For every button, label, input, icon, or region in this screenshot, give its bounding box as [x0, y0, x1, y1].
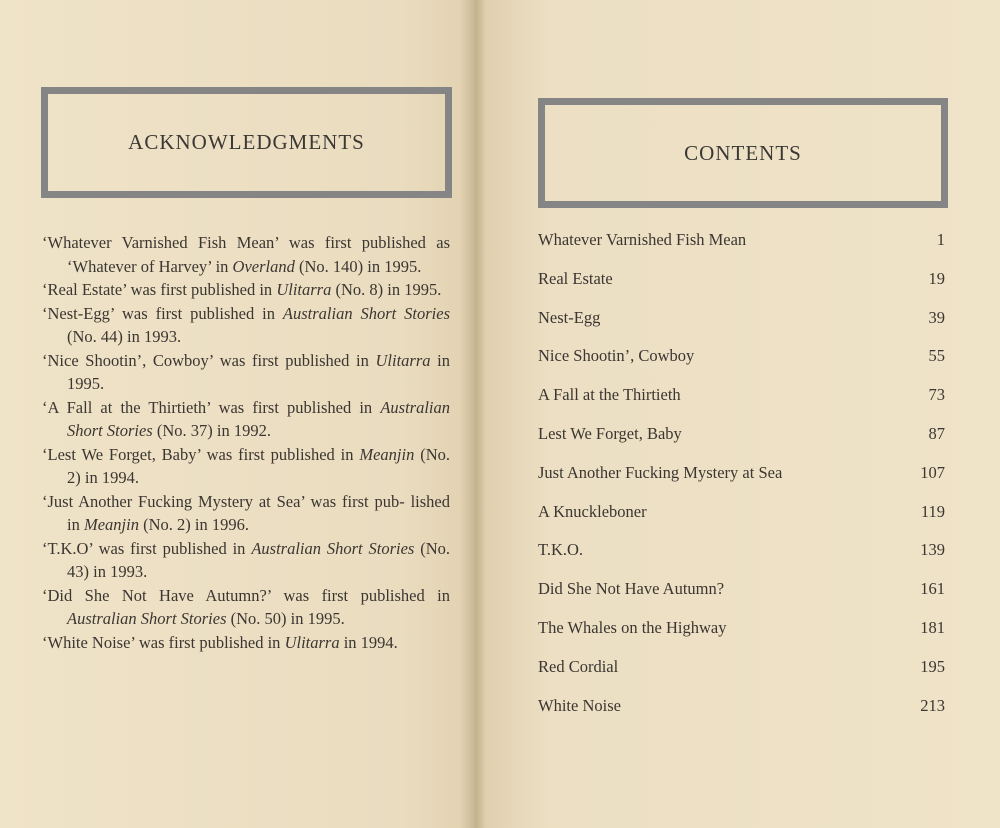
contents-title: A Knuckleboner: [538, 501, 647, 521]
acknowledgment-entry: [42, 396, 450, 443]
acknowledgment-entry: [42, 302, 450, 349]
acknowledgment-text: ‘White Noise’ was first published in: [42, 632, 285, 652]
acknowledgment-entry: [42, 278, 450, 302]
contents-list: [538, 230, 945, 734]
acknowledgment-text: in 1995.: [67, 350, 450, 393]
acknowledgment-text: ‘Did She Not Have Autumn?’ was first published in: [42, 585, 450, 605]
publication-name: Australian Short Stories: [67, 609, 227, 628]
contents-title: Lest We Forget, Baby: [538, 423, 682, 443]
acknowledgment-text: (No. 43) in 1993.: [67, 538, 450, 581]
contents-title: Real Estate: [538, 268, 613, 288]
contents-row: [538, 346, 945, 385]
contents-page-number: 119: [920, 501, 945, 521]
contents-row: [538, 463, 945, 502]
contents-title: Nest-Egg: [538, 307, 601, 327]
contents-title: Whatever Varnished Fish Mean: [538, 230, 747, 249]
contents-page-number: 107: [920, 462, 945, 482]
contents-row: [538, 308, 945, 347]
acknowledgment-entry: [42, 231, 450, 278]
contents-title: A Fall at the Thirtieth: [538, 385, 681, 405]
contents-row: [538, 618, 945, 657]
acknowledgment-text: in 1994.: [339, 632, 398, 652]
acknowledgment-entry: [42, 584, 450, 631]
acknowledgment-entry: [42, 537, 450, 584]
contents-row: [538, 424, 945, 463]
acknowledgment-text: (No. 44) in 1993.: [67, 327, 182, 346]
acknowledgment-text: ‘T.K.O’ was first published in: [42, 538, 252, 558]
publication-name: Meanjin: [83, 515, 139, 534]
acknowledgment-text: (No. 37) in 1992.: [152, 421, 271, 440]
contents-heading-box: [538, 98, 948, 208]
acknowledgments-heading: ACKNOWLEDGMENTS: [128, 130, 365, 154]
acknowledgment-entry: [42, 490, 450, 537]
publication-name: Overland: [232, 256, 295, 276]
publication-name: Ulitarra: [284, 632, 340, 652]
publication-name: Meanjin: [359, 444, 415, 464]
contents-title: Red Cordial: [538, 656, 619, 676]
acknowledgment-text: ‘Real Estate’ was first published in: [42, 280, 277, 299]
contents-page-number: 55: [928, 346, 945, 366]
acknowledgments-heading-box: [41, 87, 452, 198]
contents-page-number: 87: [928, 423, 945, 443]
contents-page-number: 73: [928, 385, 945, 405]
contents-title: White Noise: [538, 695, 621, 715]
contents-page-number: 181: [920, 617, 945, 637]
publication-name: Australian Short Stories: [251, 538, 415, 558]
acknowledgment-text: (No. 8) in 1995.: [331, 280, 442, 299]
contents-page-number: 161: [920, 579, 945, 599]
contents-row: [538, 579, 945, 618]
acknowledgments-page: [0, 0, 472, 828]
acknowledgment-entry: [42, 443, 450, 490]
contents-row: [538, 230, 945, 269]
contents-page-number: 139: [920, 540, 945, 560]
acknowledgment-text: (No. 2) in 1994.: [67, 444, 450, 487]
acknowledgment-text: ‘Lest We Forget, Baby’ was first published in: [42, 444, 360, 464]
contents-heading: CONTENTS: [684, 140, 802, 165]
acknowledgment-entry: [42, 349, 450, 396]
acknowledgment-text: ‘Just Another Fucking Mystery at Sea’ was first pub- lished in: [42, 491, 450, 534]
contents-page-number: 213: [920, 695, 945, 715]
publication-name: Australian Short Stories: [67, 397, 450, 440]
publication-name: Australian Short Stories: [282, 303, 451, 323]
contents-title: Nice Shootin’, Cowboy: [538, 346, 695, 366]
contents-title: T.K.O.: [538, 540, 584, 560]
contents-page-number: 19: [928, 268, 945, 288]
contents-page-number: 195: [920, 656, 945, 676]
acknowledgment-text: ‘Nest-Egg’ was first published in: [42, 303, 283, 323]
contents-row: [538, 502, 945, 541]
contents-row: [538, 657, 945, 696]
acknowledgment-text: (No. 2) in 1996.: [138, 515, 249, 534]
contents-row: [538, 269, 945, 308]
contents-page-number: 1: [936, 230, 945, 249]
acknowledgment-text: (No. 50) in 1995.: [226, 609, 345, 628]
contents-title: The Whales on the Highway: [538, 617, 727, 637]
contents-row: [538, 696, 945, 735]
acknowledgment-entry: [42, 631, 450, 655]
contents-row: [538, 385, 945, 424]
contents-row: [538, 540, 945, 579]
acknowledgment-text: (No. 140) in 1995.: [294, 256, 422, 276]
contents-title: Just Another Fucking Mystery at Sea: [538, 462, 783, 482]
acknowledgment-text: ‘A Fall at the Thirtieth’ was first published in: [42, 397, 381, 417]
contents-page-number: 39: [928, 307, 945, 327]
publication-name: Ulitarra: [375, 350, 431, 370]
acknowledgment-text: ‘Whatever Varnished Fish Mean’ was first published as ‘Whatever of Harvey’ in: [42, 233, 450, 276]
publication-name: Ulitarra: [276, 280, 332, 299]
contents-title: Did She Not Have Autumn?: [538, 579, 725, 599]
contents-page: [478, 0, 1000, 828]
acknowledgments-list: [42, 231, 450, 654]
acknowledgment-text: ‘Nice Shootin’, Cowboy’ was first published in: [42, 350, 376, 370]
